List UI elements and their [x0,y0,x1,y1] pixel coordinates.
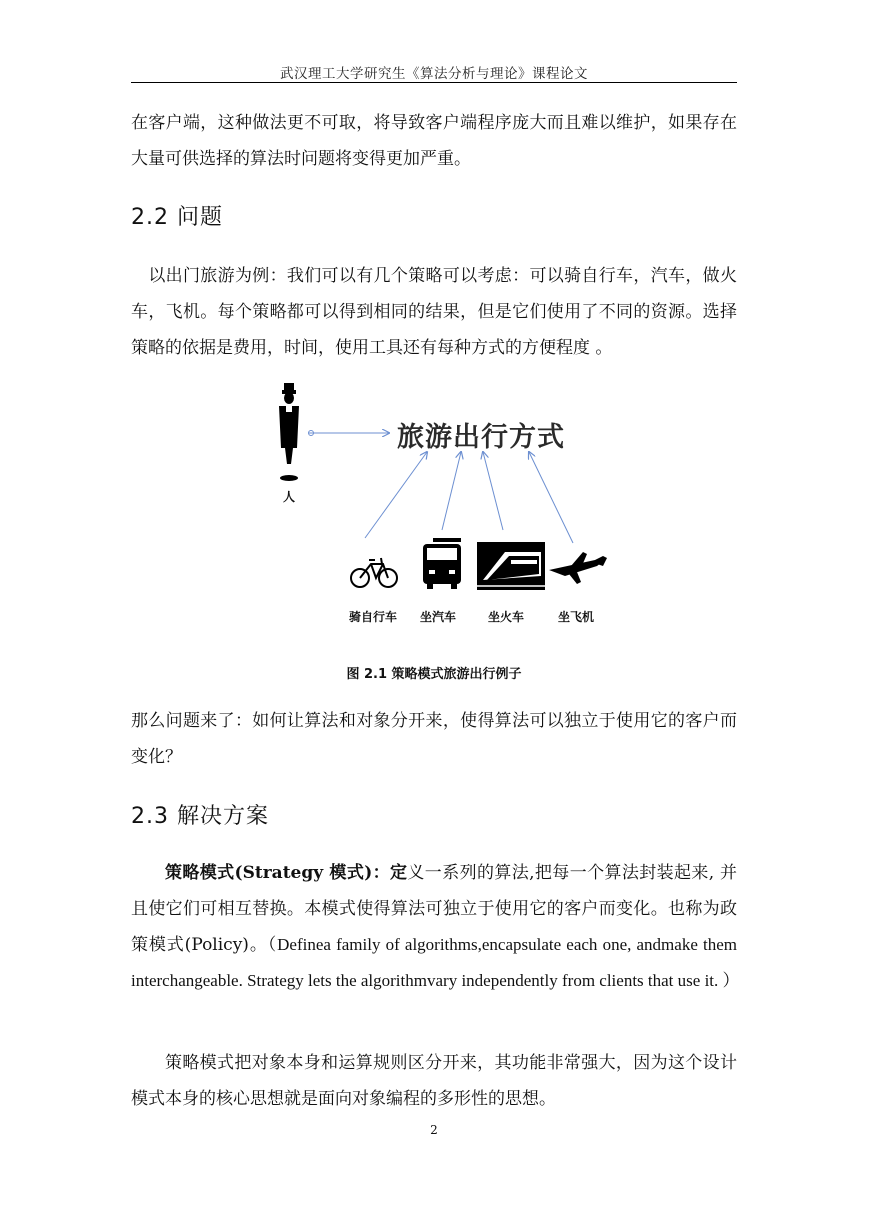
figure-title: 旅游出行方式 [397,422,565,453]
strategy-term: 策略模式(Strategy 模式)：定 [165,863,408,883]
person-label: 人 [283,490,296,504]
train-label: 坐火车 [488,610,525,624]
bicycle-label: 骑自行车 [349,610,398,624]
train-icon [477,542,545,590]
paragraph-question: 那么问题来了：如何让算法和对象分开来，使得算法可以独立于使用它的客户而变化？ [131,711,737,767]
page-number: 2 [430,1123,438,1137]
page-header: 武汉理工大学研究生《算法分析与理论》课程论文 [280,66,588,82]
bus-icon [423,538,461,589]
bus-arrow [442,452,461,530]
strategy-english-definition: Definea family of algorithms,encapsulate each one, andmake them interchangeable. Strategy lets the algorithmvary independently from clients that use it. ） [131,935,740,990]
person-icon [279,383,299,481]
section-heading-2-3: 2.3 解决方案 [131,804,269,829]
travel-strategy-figure [265,380,625,630]
section-heading-2-2: 2.2 问题 [131,205,223,230]
bike-arrow [365,452,427,538]
airplane-icon [549,552,607,584]
strategy-definition-text: 义一系列的算法,把每一个算法封装起来, 并且使它们可相互替换。本模式使得算法可独立于使用它的客户而变化。也称为政策模式(Policy)。（ [131,863,737,955]
figure-caption: 图 2.1 策略模式旅游出行例子 [346,667,522,682]
train-arrow [483,452,503,530]
paragraph-strategy-summary: 策略模式把对象本身和运算规则区分开来，其功能非常强大，因为这个设计模式本身的核心思想就是面向对象编程的多形性的思想。 [131,1053,737,1109]
bus-label: 坐汽车 [420,610,457,624]
bicycle-icon [351,558,397,587]
plane-arrow [529,452,573,543]
header-rule [131,82,737,83]
paragraph-intro: 在客户端，这种做法更不可取，将导致客户端程序庞大而且难以维护，如果存在大量可供选择的算法时问题将变得更加严重。 [131,113,737,169]
paragraph-travel-example: 以出门旅游为例：我们可以有几个策略可以考虑：可以骑自行车，汽车，做火车，飞机。每个策略都可以得到相同的结果，但是它们使用了不同的资源。选择策略的依据是费用，时间，使用工具还有每种方式的方便程度 。 [131,266,737,358]
airplane-label: 坐飞机 [558,610,595,624]
paragraph-strategy-definition [131,855,740,999]
